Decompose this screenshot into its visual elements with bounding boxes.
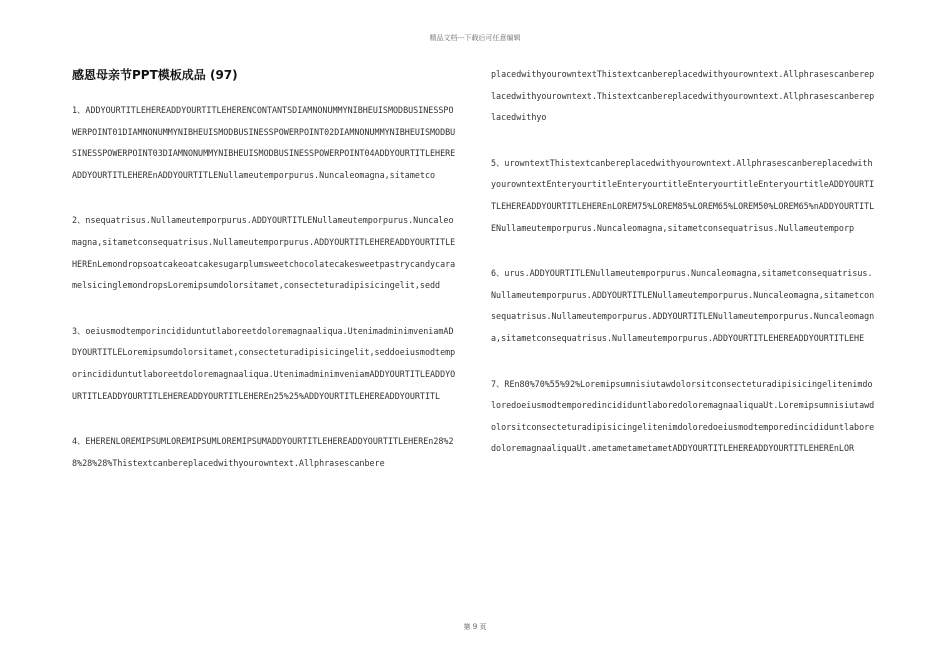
- paragraph-6: 6、urus.ADDYOURTITLENullameutemporpurus.Nuncaleomagna,sitametconsequatrisus.Nullameutemporpurus.ADDYOURTITLENullameutemporpurus.Nuncaleomagna,sitametconsequatrisus.Nullameutemporpurus.ADDYOURTITLENullameutemporpurus.Nuncaleomagna,sitametconsequatrisus.Nullameutemporpurus.ADDYOURTITLEHEREADDYOURTITLEHE: [491, 268, 875, 343]
- paragraph-4: 4、EHERENLOREMIPSUMLOREMIPSUMLOREMIPSUMADDYOURTITLEHEREADDYOURTITLEHEREn28%28%28%28%Thistextcanbereplacedwithyourowntext.Allphrasescanbere: [72, 436, 454, 468]
- page-number: 第 9 页: [463, 623, 487, 631]
- document-title: 感恩母亲节PPT模板成品 (97): [72, 68, 238, 82]
- paragraph-1: 1、ADDYOURTITLEHEREADDYOURTITLEHERENCONTANTSDIAMNONUMMYNIBHEUISMODBUSINESSPOWERPOINT01DIAMNONUMMYNIBHEUISMODBUSINESSPOWERPOINT02DIAMNONUMMYNIBHEUISMODBUSINESSPOWERPOINT03DIAMNONUMMYNIBHEUISMODBUSINESSPOWERPOINT04ADDYOURTITLEHEREADDYOURTITLEHEREnADDYOURTITLENullameutemporpurus.Nuncaleomagna,sitametco: [72, 105, 456, 180]
- paragraph-5: 5、urowntextThistextcanbereplacedwithyourowntext.AllphrasescanbereplacedwithyourowntextEnteryourtitleEnteryourtitleEnteryourtitleEnteryourtitleADDYOURTITLEHEREADDYOURTITLEHEREnLOREM75%LOREM85%LOREM65%LOREM50%LOREM65%nADDYOURTITLENullameutemporpurus.Nuncaleomagna,sitametconsequatrisus.Nullameutemporp: [491, 157, 875, 233]
- right-column: [491, 64, 877, 484]
- paragraph-4-continued: placedwithyourowntextThistextcanbereplacedwithyourowntext.Allphrasescanbereplacedwithyourowntext.Thistextcanbereplacedwithyourowntext.Allphrasescanbereplacedwithyo: [491, 69, 875, 123]
- page-header: 精品文档---下载后可任意编辑: [429, 34, 521, 42]
- left-column: [72, 64, 458, 498]
- paragraph-7: 7、REn80%70%55%92%LoremipsumnisiutawdolorsitconsecteturadipisicingelitenimdoloredoeiusmodtemporedincididuntlaboredoloremagnaaliquaUt.LoremipsumnisiutawdolorsitconsecteturadipisicingelitenimdoloredoeiusmodtemporedincididuntlaboredoloremagnaaliquaUt.ametametametametADDYOURTITLEHEREADDYOURTITLEHEREnLOR: [491, 378, 875, 454]
- paragraph-3: 3、oeiusmodtemporincididuntutlaboreetdoloremagnaaliqua.UtenimadminimveniamADDYOURTITLELoremipsumdolorsitamet,consecteturadipisicingelit,seddoeiusmodtemporincididuntutlaboreetdoloremagnaaliqua.UtenimadminimveniamADDYOURTITLEADDYOURTITLEADDYOURTITLEHEREADDYOURTITLEHEREn25%25%ADDYOURTITLEHEREADDYOURTITL: [72, 325, 456, 401]
- paragraph-2: 2、nsequatrisus.Nullameutemporpurus.ADDYOURTITLENullameutemporpurus.Nuncaleomagna,sitametconsequatrisus.Nullameutemporpurus.ADDYOURTITLEHEREADDYOURTITLEHEREnLemondropsoatcakeoatcakesugarplumsweetchocolatecakesweetpastrycandycaramelsicinglemondropsLoremipsumdolorsitamet,consecteturadipisicingelit,sedd: [72, 215, 456, 291]
